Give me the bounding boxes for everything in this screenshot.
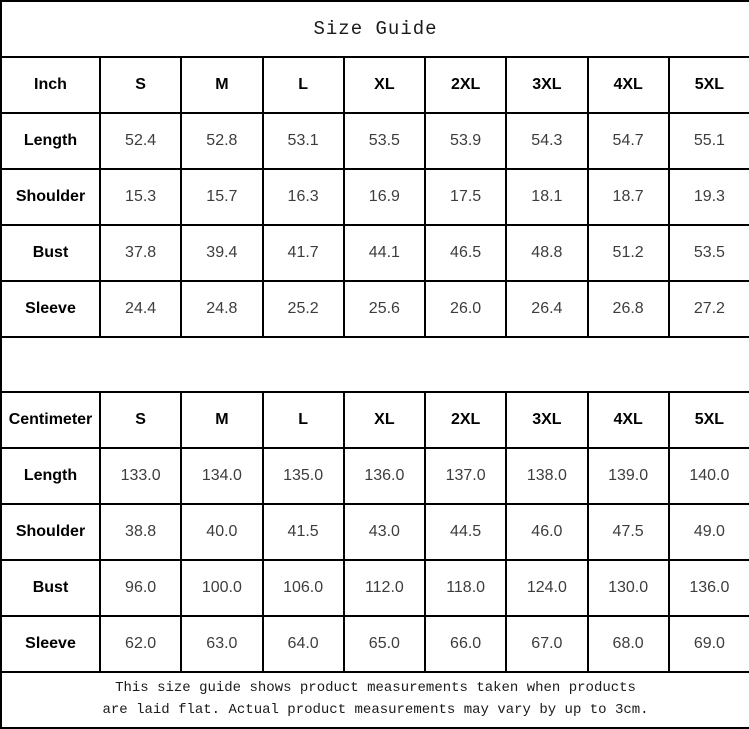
table-row-inch-bust (1, 225, 749, 281)
measurement-value-cell: 18.1 (506, 169, 587, 225)
measurement-value-cell: 41.5 (263, 504, 344, 560)
measurement-value-cell: 54.3 (506, 113, 587, 169)
measurement-value-cell: 26.8 (588, 281, 669, 337)
measurement-value-cell: 27.2 (669, 281, 749, 337)
measurement-value-cell: 15.3 (100, 169, 181, 225)
measure-row-label: Sleeve (1, 616, 100, 672)
measurement-value-cell: 52.8 (181, 113, 262, 169)
measurement-value-cell: 63.0 (181, 616, 262, 672)
measurement-value-cell: 44.5 (425, 504, 506, 560)
table-row-inch-length (1, 113, 749, 169)
measure-row-label: Bust (1, 225, 100, 281)
measurement-value-cell: 55.1 (669, 113, 749, 169)
measurement-value-cell: 26.4 (506, 281, 587, 337)
measurement-value-cell: 44.1 (344, 225, 425, 281)
table-row-inch-shoulder (1, 169, 749, 225)
measurement-value-cell: 67.0 (506, 616, 587, 672)
unit-header-centimeter: Centimeter (1, 392, 100, 448)
table-row-centimeter-shoulder (1, 504, 749, 560)
measurement-value-cell: 40.0 (181, 504, 262, 560)
measurement-value-cell: 53.5 (344, 113, 425, 169)
measurement-value-cell: 16.3 (263, 169, 344, 225)
size-column-header-4xl: 4XL (588, 392, 669, 448)
measurement-value-cell: 130.0 (588, 560, 669, 616)
measurement-value-cell: 96.0 (100, 560, 181, 616)
size-column-header-2xl: 2XL (425, 57, 506, 113)
measurement-value-cell: 43.0 (344, 504, 425, 560)
measurement-value-cell: 51.2 (588, 225, 669, 281)
size-column-header-2xl: 2XL (425, 392, 506, 448)
measurement-value-cell: 134.0 (181, 448, 262, 504)
measurement-value-cell: 49.0 (669, 504, 749, 560)
size-column-header-l: L (263, 392, 344, 448)
measurement-value-cell: 69.0 (669, 616, 749, 672)
measurement-value-cell: 137.0 (425, 448, 506, 504)
measurement-value-cell: 46.0 (506, 504, 587, 560)
measurement-value-cell: 48.8 (506, 225, 587, 281)
measurement-value-cell: 53.1 (263, 113, 344, 169)
size-column-header-xl: XL (344, 57, 425, 113)
size-column-header-3xl: 3XL (506, 57, 587, 113)
measurement-value-cell: 26.0 (425, 281, 506, 337)
measurement-value-cell: 133.0 (100, 448, 181, 504)
unit-header-inch: Inch (1, 57, 100, 113)
table-row-centimeter-sleeve (1, 616, 749, 672)
measurement-value-cell: 46.5 (425, 225, 506, 281)
measurement-value-cell: 38.8 (100, 504, 181, 560)
size-column-header-3xl: 3XL (506, 392, 587, 448)
measurement-value-cell: 19.3 (669, 169, 749, 225)
measure-row-label: Sleeve (1, 281, 100, 337)
measurement-value-cell: 66.0 (425, 616, 506, 672)
measurement-value-cell: 53.5 (669, 225, 749, 281)
measurement-value-cell: 124.0 (506, 560, 587, 616)
size-column-header-5xl: 5XL (669, 392, 749, 448)
size-column-header-s: S (100, 57, 181, 113)
footer-note-line1: This size guide shows product measurements taken when products (115, 680, 636, 697)
footer-note (1, 672, 749, 728)
page-title: Size Guide (1, 1, 749, 57)
size-column-header-4xl: 4XL (588, 57, 669, 113)
measurement-value-cell: 62.0 (100, 616, 181, 672)
measurement-value-cell: 136.0 (669, 560, 749, 616)
measurement-value-cell: 140.0 (669, 448, 749, 504)
measurement-value-cell: 16.9 (344, 169, 425, 225)
size-column-header-5xl: 5XL (669, 57, 749, 113)
measure-row-label: Shoulder (1, 504, 100, 560)
measurement-value-cell: 112.0 (344, 560, 425, 616)
size-column-header-s: S (100, 392, 181, 448)
measurement-value-cell: 41.7 (263, 225, 344, 281)
size-header-row-centimeter (1, 392, 749, 448)
table-spacer (1, 337, 749, 393)
measurement-value-cell: 65.0 (344, 616, 425, 672)
measurement-value-cell: 100.0 (181, 560, 262, 616)
measurement-value-cell: 64.0 (263, 616, 344, 672)
size-column-header-m: M (181, 392, 262, 448)
measurement-value-cell: 47.5 (588, 504, 669, 560)
measurement-value-cell: 39.4 (181, 225, 262, 281)
measurement-value-cell: 17.5 (425, 169, 506, 225)
measure-row-label: Length (1, 448, 100, 504)
measurement-value-cell: 25.6 (344, 281, 425, 337)
footer-note-line2: are laid flat. Actual product measurements may vary by up to 3cm. (102, 702, 649, 719)
measurement-value-cell: 135.0 (263, 448, 344, 504)
measurement-value-cell: 54.7 (588, 113, 669, 169)
measurement-value-cell: 118.0 (425, 560, 506, 616)
size-column-header-xl: XL (344, 392, 425, 448)
measurement-value-cell: 136.0 (344, 448, 425, 504)
measurement-value-cell: 15.7 (181, 169, 262, 225)
size-column-header-l: L (263, 57, 344, 113)
measurement-value-cell: 53.9 (425, 113, 506, 169)
measure-row-label: Length (1, 113, 100, 169)
measurement-value-cell: 68.0 (588, 616, 669, 672)
measurement-value-cell: 37.8 (100, 225, 181, 281)
size-header-row-inch (1, 57, 749, 113)
measurement-value-cell: 24.8 (181, 281, 262, 337)
table-row-centimeter-length (1, 448, 749, 504)
measurement-value-cell: 25.2 (263, 281, 344, 337)
size-column-header-m: M (181, 57, 262, 113)
measurement-value-cell: 52.4 (100, 113, 181, 169)
measurement-value-cell: 139.0 (588, 448, 669, 504)
measurement-value-cell: 106.0 (263, 560, 344, 616)
table-row-inch-sleeve (1, 281, 749, 337)
measure-row-label: Bust (1, 560, 100, 616)
measurement-value-cell: 24.4 (100, 281, 181, 337)
measure-row-label: Shoulder (1, 169, 100, 225)
table-row-centimeter-bust (1, 560, 749, 616)
measurement-value-cell: 138.0 (506, 448, 587, 504)
measurement-value-cell: 18.7 (588, 169, 669, 225)
